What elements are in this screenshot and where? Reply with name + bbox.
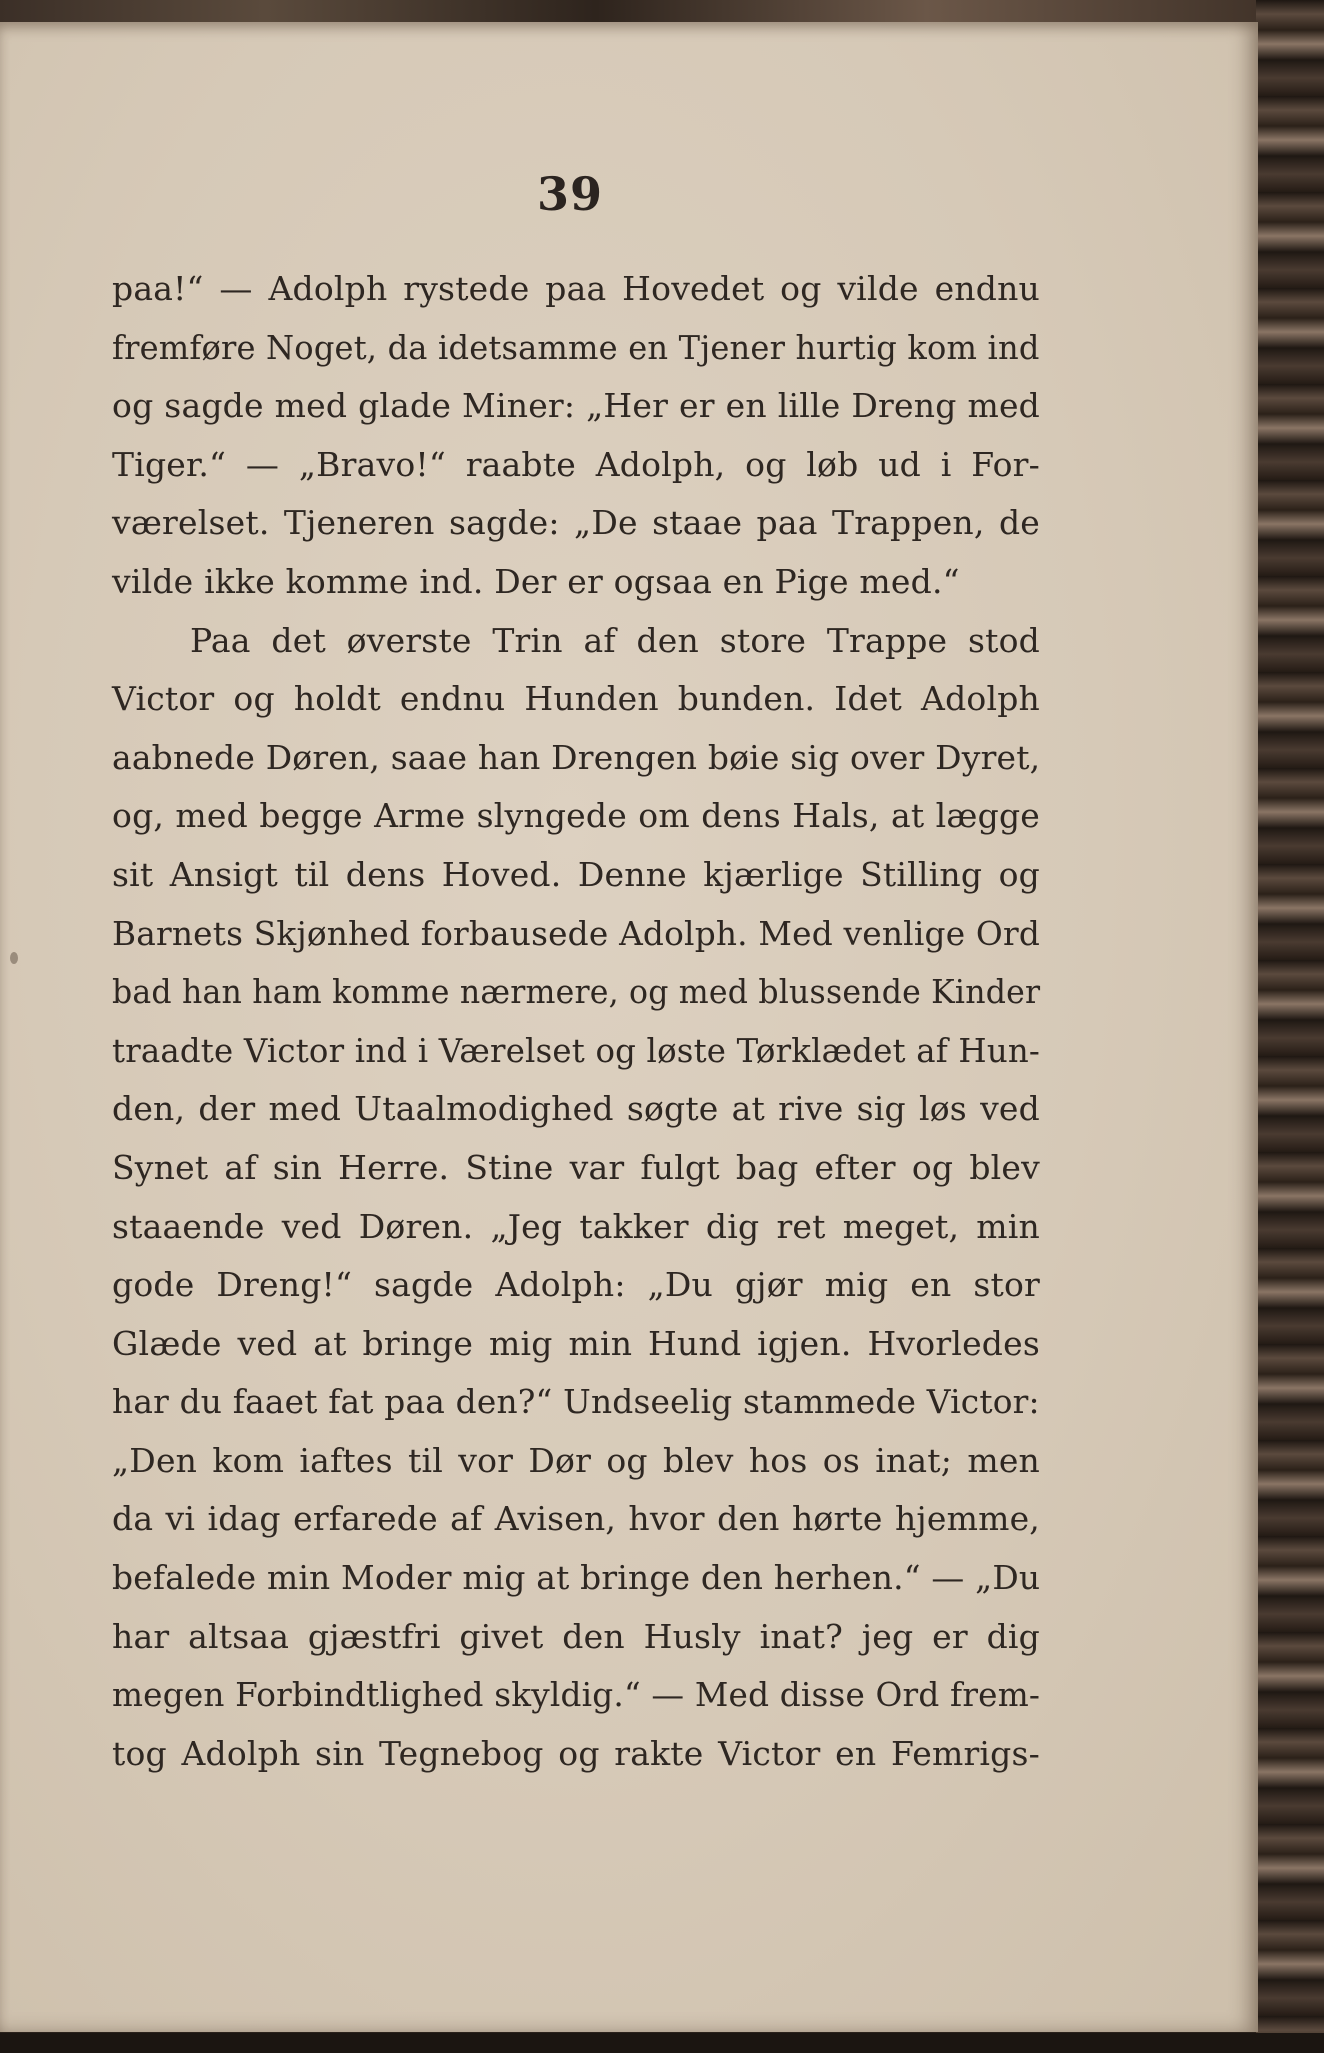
text-line: befalede min Moder mig at bringe den herhen.“ — „Du bbox=[112, 1558, 1041, 1598]
book-page bbox=[0, 22, 1258, 2032]
text-line: tog Adolph sin Tegnebog og rakte Victor en Femrigs- bbox=[112, 1733, 1040, 1773]
book-edge-bottom bbox=[0, 2033, 1324, 2053]
text-line: Tiger.“ — „Bravo!“ raabte Adolph, og løb ud i For- bbox=[112, 444, 1040, 484]
text-line: vilde ikke komme ind. Der er ogsaa en Pige med.“ bbox=[112, 561, 960, 601]
book-binding-right bbox=[1256, 0, 1324, 2053]
text-line-paragraph-start: Paa det øverste Trin af den store Trappe stod bbox=[190, 620, 1040, 660]
text-line: aabnede Døren, saae han Drengen bøie sig over Dyret, bbox=[112, 737, 1041, 777]
text-line: fremføre Noget, da idetsamme en Tjener hurtig kom ind bbox=[112, 327, 1040, 367]
text-line: sit Ansigt til dens Hoved. Denne kjærlige Stilling og bbox=[112, 854, 1040, 894]
page-number: 39 bbox=[536, 167, 603, 221]
text-line: den, der med Utaalmodighed søgte at rive sig løs ved bbox=[112, 1089, 1040, 1129]
text-line: Barnets Skjønhed forbausede Adolph. Med venlige Ord bbox=[112, 913, 1041, 953]
text-line: bad han ham komme nærmere, og med blussende Kinder bbox=[112, 972, 1041, 1012]
text-line: megen Forbindtlighed skyldig.“ — Med disse Ord frem- bbox=[112, 1675, 1041, 1715]
text-line: Synet af sin Herre. Stine var fulgt bag efter og blev bbox=[112, 1147, 1040, 1187]
text-line: har du faaet fat paa den?“ Undseelig stammede Victor: bbox=[112, 1382, 1040, 1422]
text-line: paa!“ — Adolph rystede paa Hovedet og vilde endnu bbox=[112, 269, 1040, 308]
paper-speck bbox=[10, 952, 18, 964]
text-line: traadte Victor ind i Værelset og løste Tørklædet af Hun- bbox=[112, 1030, 1041, 1070]
text-line: staaende ved Døren. „Jeg takker dig ret meget, min bbox=[112, 1206, 1040, 1246]
text-line: Glæde ved at bringe mig min Hund igjen. Hvorledes bbox=[112, 1323, 1040, 1363]
text-line: da vi idag erfarede af Avisen, hvor den hørte hjemme, bbox=[112, 1499, 1040, 1539]
text-line: gode Dreng!“ sagde Adolph: „Du gjør mig en stor bbox=[112, 1265, 1040, 1305]
page-body-text bbox=[112, 260, 1040, 1783]
text-line: og, med begge Arme slyngede om dens Hals, at lægge bbox=[112, 796, 1040, 836]
text-line: og sagde med glade Miner: „Her er en lille Dreng med bbox=[112, 386, 1040, 426]
text-line: Victor og holdt endnu Hunden bunden. Idet Adolph bbox=[112, 679, 1040, 719]
text-line: „Den kom iaftes til vor Dør og blev hos os inat; men bbox=[112, 1440, 1040, 1480]
text-line: værelset. Tjeneren sagde: „De staae paa Trappen, de bbox=[112, 503, 1040, 543]
text-line: har altsaa gjæstfri givet den Husly inat? jeg er dig bbox=[112, 1616, 1040, 1656]
